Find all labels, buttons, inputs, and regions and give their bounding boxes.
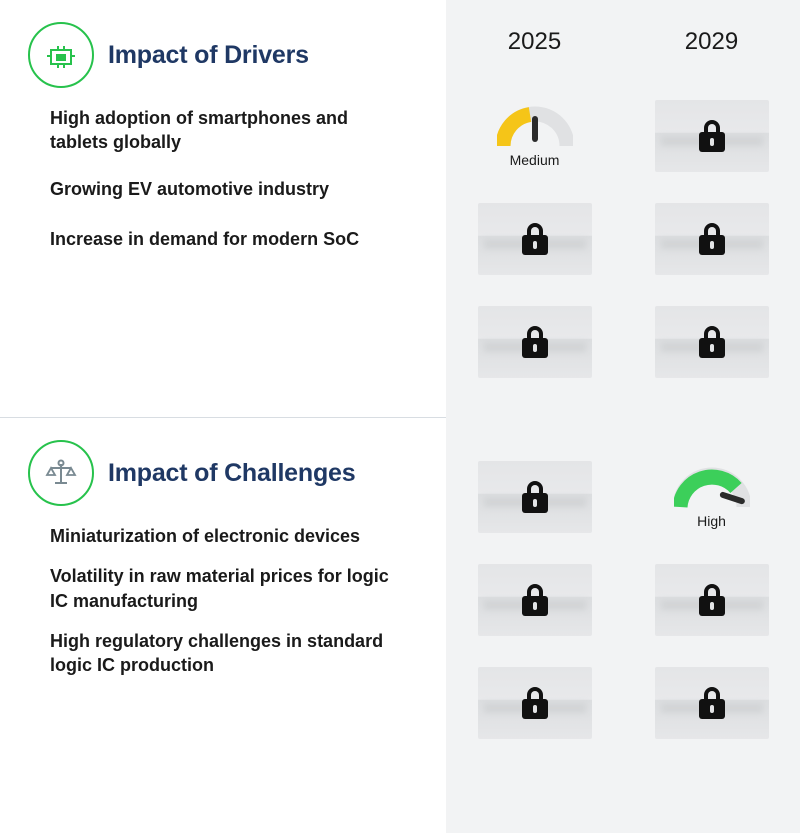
cell-challenges-1-2029 (623, 465, 800, 529)
table-row (446, 290, 800, 393)
locked-value-tile[interactable] (478, 203, 592, 275)
cell-challenges-3-2029 (623, 667, 800, 739)
locked-value-tile[interactable] (655, 564, 769, 636)
lock-icon (699, 687, 725, 719)
table-row (446, 187, 800, 290)
column-header-2029: 2029 (684, 28, 739, 55)
list-item: Miniaturization of electronic devices (50, 526, 361, 546)
cell-challenges-3-2025 (446, 667, 623, 739)
locked-value-tile[interactable] (478, 564, 592, 636)
factory-chip-icon (28, 22, 94, 88)
table-row (446, 651, 800, 754)
table-row (446, 445, 800, 548)
cell-drivers-2-2029 (623, 203, 800, 275)
cell-drivers-1-2029 (623, 100, 800, 172)
drivers-header (28, 22, 418, 88)
gauge-label: Medium (509, 151, 560, 168)
locked-value-tile[interactable] (478, 306, 592, 378)
locked-value-tile[interactable] (655, 100, 769, 172)
lock-icon (699, 326, 725, 358)
gauge-medium (497, 104, 573, 168)
table-row (446, 548, 800, 651)
table-row (446, 84, 800, 187)
cell-drivers-3-2029 (623, 306, 800, 378)
cell-drivers-3-2025 (446, 306, 623, 378)
list-item: High regulatory challenges in standard logic IC production (50, 630, 384, 676)
lock-icon (522, 584, 548, 616)
drivers-title: Impact of Drivers (108, 40, 309, 69)
list-item: Growing EV automotive industry (50, 178, 330, 199)
challenges-list (28, 524, 418, 677)
locked-value-tile[interactable] (655, 667, 769, 739)
section-drivers (0, 0, 446, 417)
gauge-label: High (697, 512, 726, 529)
lock-icon (522, 687, 548, 719)
locked-value-tile[interactable] (655, 203, 769, 275)
cell-challenges-2-2025 (446, 564, 623, 636)
drivers-grid (446, 84, 800, 417)
column-header-2025: 2025 (507, 28, 562, 55)
locked-value-tile[interactable] (655, 306, 769, 378)
lock-icon (699, 120, 725, 152)
challenges-header (28, 440, 418, 506)
drivers-list (28, 106, 418, 251)
cell-challenges-1-2025 (446, 461, 623, 533)
lock-icon (522, 326, 548, 358)
challenges-grid (446, 417, 800, 833)
lock-icon (522, 481, 548, 513)
list-item: Volatility in raw material prices for logic IC manufacturing (50, 566, 389, 611)
cell-drivers-2-2025 (446, 203, 623, 275)
lock-icon (699, 584, 725, 616)
section-challenges (0, 417, 446, 833)
gauge-high (674, 465, 750, 529)
locked-value-tile[interactable] (478, 667, 592, 739)
cell-challenges-2-2029 (623, 564, 800, 636)
lock-icon (699, 223, 725, 255)
cell-drivers-1-2025 (446, 104, 623, 168)
locked-value-tile[interactable] (478, 461, 592, 533)
list-item: High adoption of smartphones and tablets globally (50, 108, 348, 153)
scales-balance-icon (28, 440, 94, 506)
lock-icon (522, 223, 548, 255)
list-item: Increase in demand for modern SoC (50, 228, 360, 249)
challenges-title: Impact of Challenges (108, 458, 356, 487)
year-header-row (446, 0, 800, 84)
data-column (446, 0, 800, 833)
